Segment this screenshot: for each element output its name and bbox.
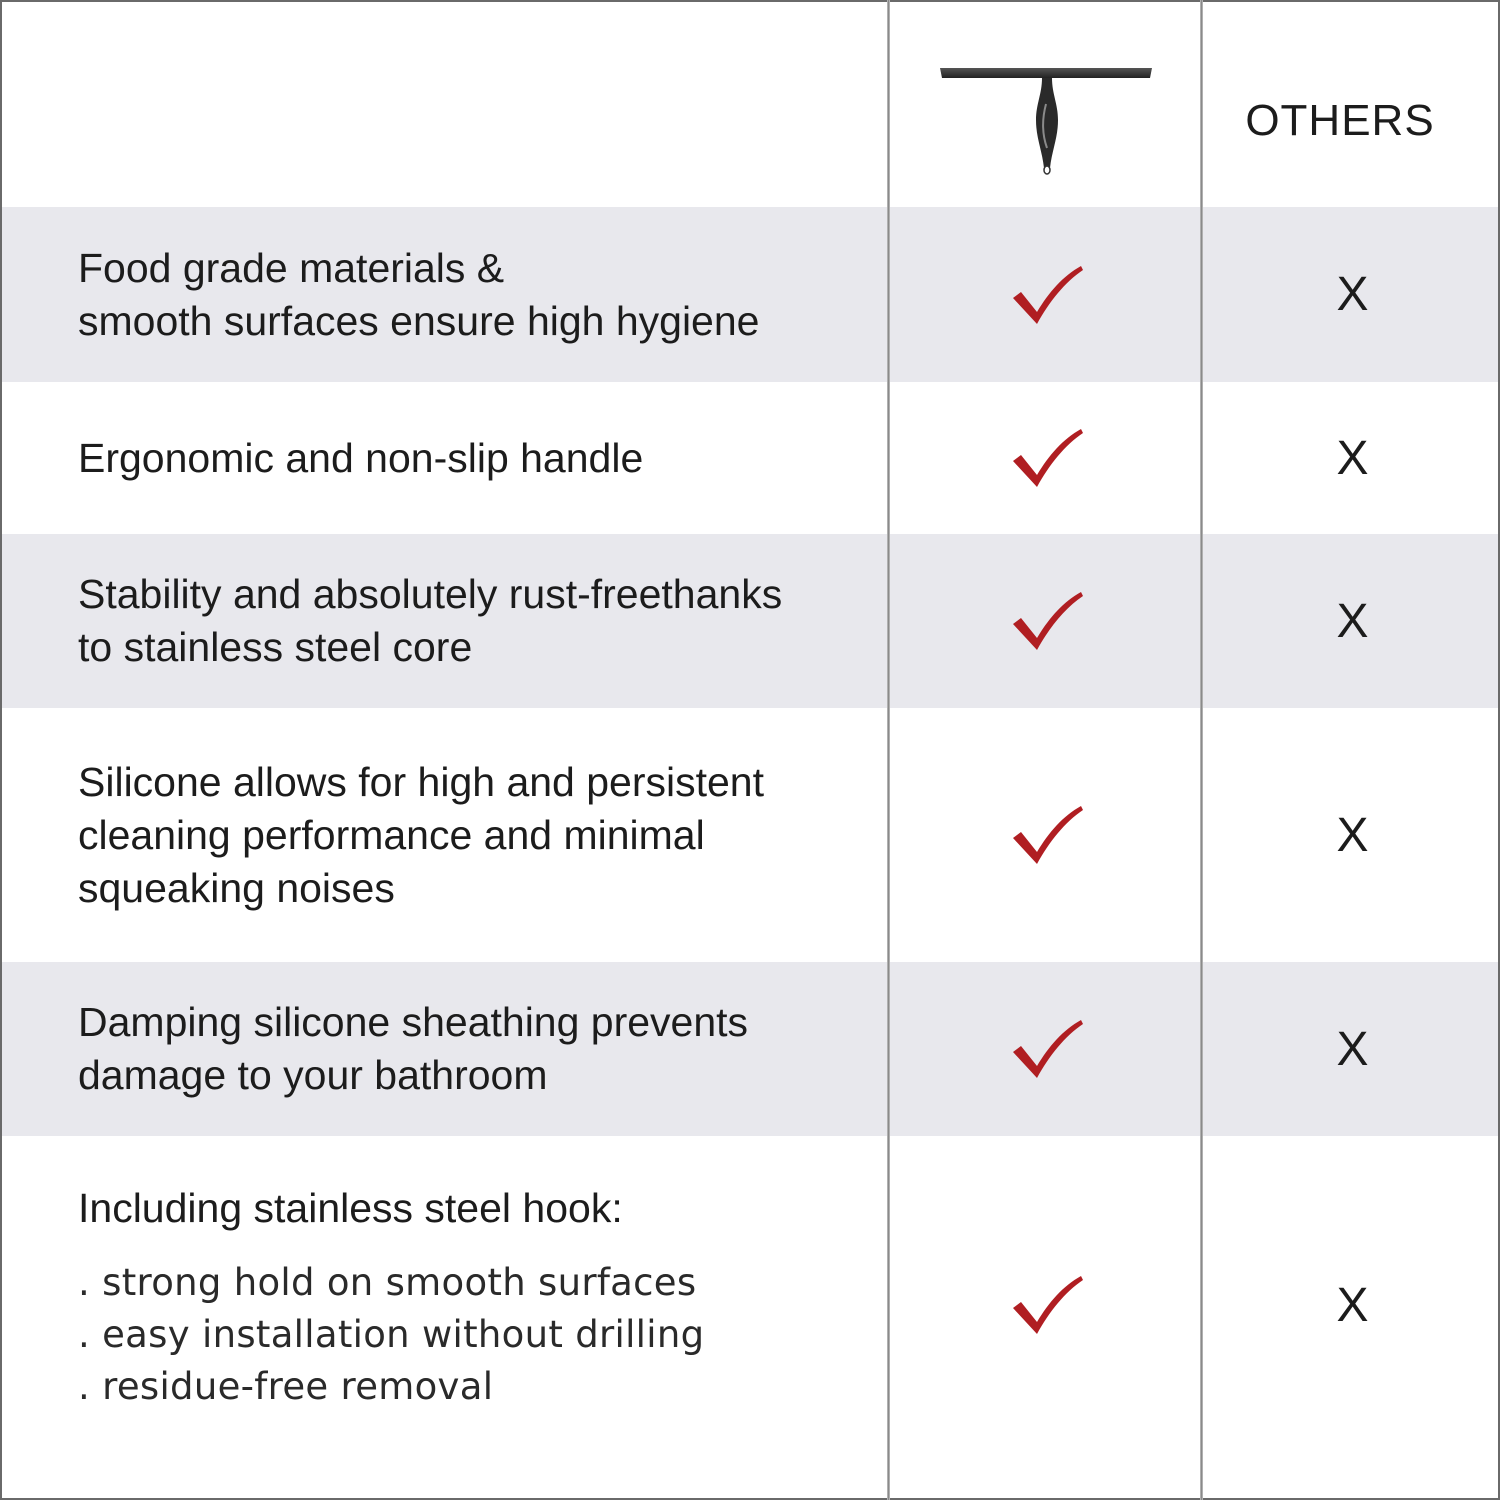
feature-text [78, 708, 878, 962]
others-cell [1205, 1136, 1500, 1474]
bullet-item: . strong hold on smooth surfaces [78, 1261, 697, 1304]
feature-text [78, 1182, 878, 1413]
product-cell [892, 962, 1202, 1136]
column-divider [1200, 0, 1203, 1500]
table-row [2, 708, 1498, 962]
check-icon [1011, 1274, 1083, 1336]
x-mark: X [1336, 1022, 1369, 1076]
bullet-item: . residue-free removal [78, 1365, 494, 1408]
others-cell [1205, 708, 1500, 962]
x-mark: X [1336, 268, 1369, 321]
column-divider [887, 0, 890, 1500]
feature-line: damage to your bathroom [78, 1052, 548, 1098]
x-mark: X [1336, 594, 1369, 648]
bullet-list [78, 1257, 878, 1413]
feature-line: Stability and absolutely rust-freethanks [78, 571, 783, 617]
feature-text [78, 962, 878, 1136]
table-row [2, 962, 1498, 1136]
table-row [2, 207, 1498, 382]
feature-text [78, 382, 878, 534]
x-mark: X [1336, 808, 1369, 862]
product-cell [892, 708, 1202, 962]
feature-line: Food grade materials & [78, 244, 505, 291]
x-mark: X [1336, 1278, 1369, 1332]
others-cell [1205, 962, 1500, 1136]
product-cell [892, 207, 1202, 382]
feature-text [78, 207, 878, 382]
check-icon [1011, 264, 1083, 326]
feature-line: squeaking noises [78, 864, 395, 911]
check-icon [1011, 804, 1083, 866]
feature-text [78, 534, 878, 708]
table-row [2, 534, 1498, 708]
feature-line: Ergonomic and non-slip handle [78, 434, 644, 481]
feature-line: Damping silicone sheathing prevents [78, 999, 749, 1045]
check-icon [1011, 590, 1083, 652]
bullet-item: . easy installation without drilling [78, 1313, 705, 1356]
feature-line: Silicone allows for high and persistent [78, 758, 764, 805]
others-cell [1205, 382, 1500, 534]
check-icon [1011, 427, 1083, 489]
feature-title: Including stainless steel hook: [78, 1185, 623, 1231]
others-cell [1205, 207, 1500, 382]
table-row [2, 382, 1498, 534]
feature-line: to stainless steel core [78, 624, 473, 670]
check-icon [1011, 1018, 1083, 1080]
feature-line: cleaning performance and minimal [78, 811, 705, 858]
table-row [2, 1136, 1498, 1498]
product-cell [892, 1136, 1202, 1474]
others-cell [1205, 534, 1500, 708]
product-cell [892, 382, 1202, 534]
squeegee-icon [938, 64, 1154, 180]
product-cell [892, 534, 1202, 708]
feature-line: smooth surfaces ensure high hygiene [78, 297, 760, 344]
others-column-header: OTHERS [1245, 96, 1435, 145]
x-mark: X [1336, 431, 1369, 485]
